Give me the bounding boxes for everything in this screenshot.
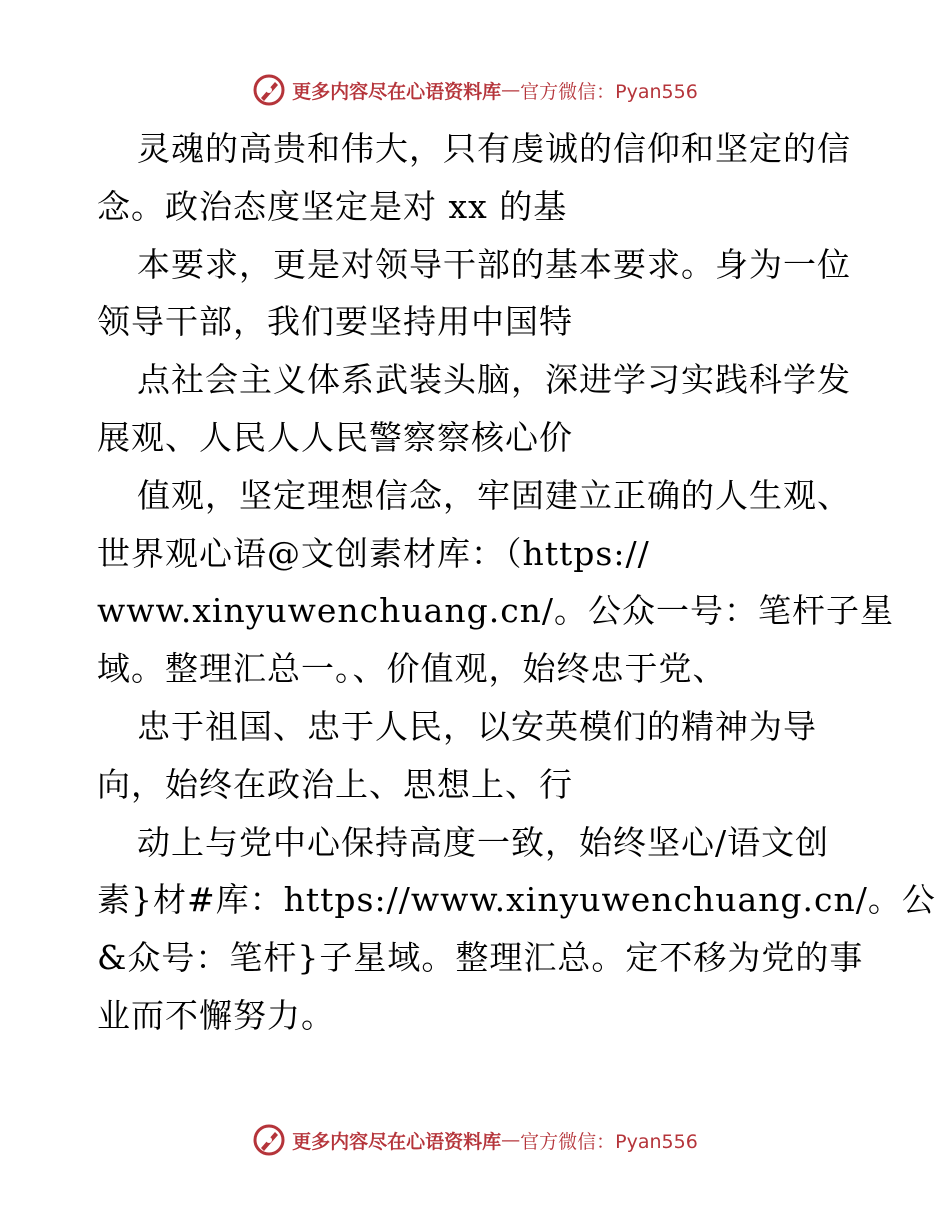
document-body	[97, 120, 936, 1045]
body-line: 素}材#库：https://www.xinyuwenchuang.cn/。公	[97, 880, 936, 920]
body-line: 忠于祖国、忠于人民，以安英模们的精神为导	[137, 706, 817, 746]
body-line: 本要求，更是对领导干部的基本要求。身为一位	[137, 244, 851, 284]
body-line: 展观、人民人人民警察察核心价	[97, 417, 573, 457]
footer-banner-separator: —	[501, 1129, 521, 1151]
body-line: 动上与党中心保持高度一致，始终坚心/语文创	[137, 822, 830, 862]
header-banner-wechat: 官方微信：Pyan556	[520, 80, 698, 103]
body-line: &众号：笔杆}子星域。整理汇总。定不移为党的事	[97, 938, 864, 978]
pen-logo-icon	[252, 73, 286, 107]
footer-banner	[0, 1118, 950, 1162]
header-banner-text	[292, 77, 698, 104]
body-line: 业而不懈努力。	[97, 995, 335, 1035]
footer-banner-title: 更多内容尽在心语资料库	[292, 1130, 502, 1153]
body-line: 世界观心语@文创素材库：（https://	[97, 533, 650, 573]
footer-banner-wechat: 官方微信：Pyan556	[520, 1130, 698, 1153]
body-line: 领导干部，我们要坚持用中国特	[97, 302, 573, 342]
body-line: 灵魂的高贵和伟大，只有虔诚的信仰和坚定的信	[137, 129, 851, 168]
header-banner-separator: —	[501, 79, 521, 101]
header-banner-title: 更多内容尽在心语资料库	[292, 80, 502, 103]
body-line: 域。整理汇总一。、价值观，始终忠于党、	[97, 649, 727, 689]
body-line: 念。政治态度坚定是对 xx 的基	[97, 186, 568, 226]
body-line: www.xinyuwenchuang.cn/。公众一号：笔杆子星	[97, 591, 895, 631]
footer-banner-text	[292, 1127, 698, 1154]
body-line: 点社会主义体系武装头脑，深进学习实践科学发	[137, 360, 851, 400]
pen-logo-icon	[252, 1123, 286, 1157]
header-banner	[0, 68, 950, 112]
body-line: 向，始终在政治上、思想上、行	[97, 764, 573, 804]
body-line: 值观，坚定理想信念，牢固建立正确的人生观、	[137, 475, 851, 515]
